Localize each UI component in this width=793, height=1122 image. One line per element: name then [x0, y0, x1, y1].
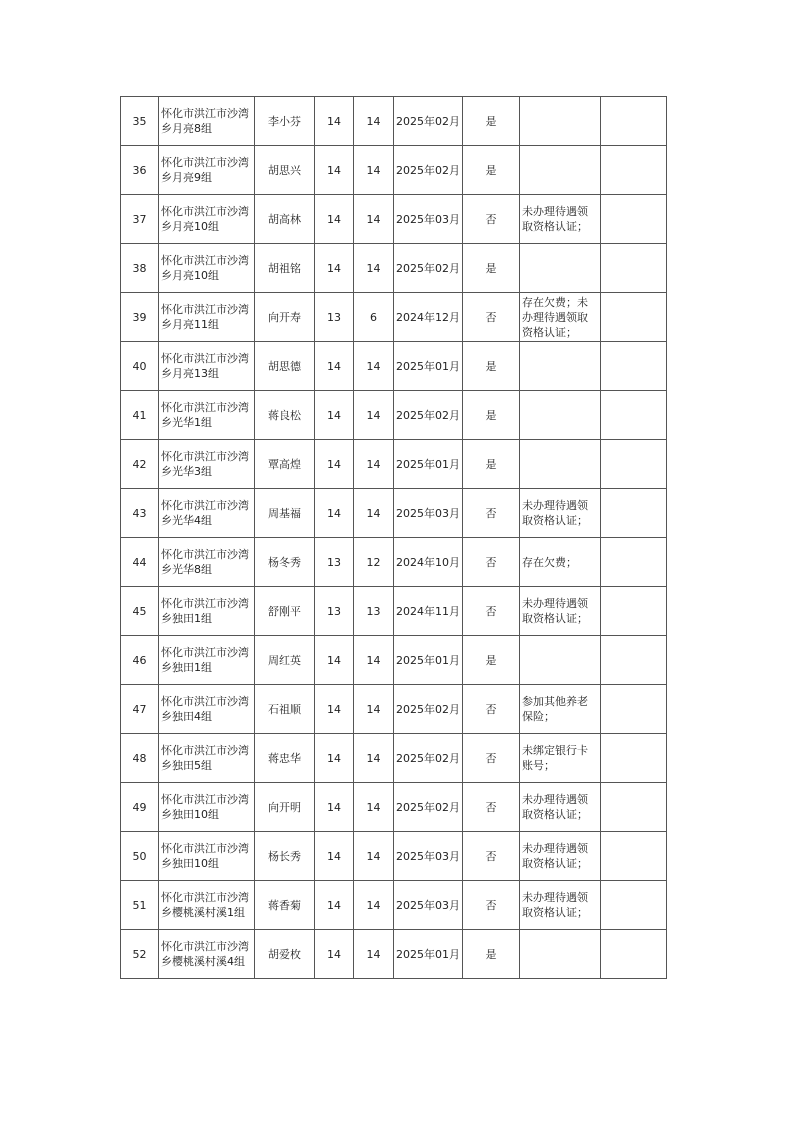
name-cell: 覃高煌 — [255, 440, 315, 489]
extra-cell — [601, 783, 667, 832]
extra-cell — [601, 881, 667, 930]
status-flag-cell: 是 — [463, 97, 520, 146]
date-cell: 2025年02月 — [394, 734, 463, 783]
name-cell: 杨冬秀 — [255, 538, 315, 587]
address-cell: 怀化市洪江市沙湾乡樱桃溪村溪4组 — [159, 930, 255, 979]
row-number: 46 — [121, 636, 159, 685]
count-a-cell: 14 — [315, 391, 354, 440]
table-row — [121, 293, 667, 342]
count-b-cell: 13 — [354, 587, 394, 636]
row-number: 49 — [121, 783, 159, 832]
count-a-cell: 14 — [315, 636, 354, 685]
extra-cell — [601, 832, 667, 881]
row-number: 43 — [121, 489, 159, 538]
count-a-cell: 14 — [315, 146, 354, 195]
row-number: 45 — [121, 587, 159, 636]
date-cell: 2025年02月 — [394, 97, 463, 146]
note-cell: 未办理待遇领取资格认证； — [520, 587, 601, 636]
name-cell: 杨长秀 — [255, 832, 315, 881]
count-a-cell: 14 — [315, 881, 354, 930]
address-cell: 怀化市洪江市沙湾乡月亮10组 — [159, 244, 255, 293]
count-b-cell: 14 — [354, 930, 394, 979]
count-b-cell: 14 — [354, 783, 394, 832]
table-row — [121, 97, 667, 146]
count-b-cell: 14 — [354, 146, 394, 195]
extra-cell — [601, 489, 667, 538]
table-row — [121, 391, 667, 440]
row-number: 37 — [121, 195, 159, 244]
extra-cell — [601, 293, 667, 342]
address-cell: 怀化市洪江市沙湾乡樱桃溪村溪1组 — [159, 881, 255, 930]
count-a-cell: 13 — [315, 538, 354, 587]
date-cell: 2025年01月 — [394, 342, 463, 391]
table-row — [121, 342, 667, 391]
note-cell — [520, 440, 601, 489]
extra-cell — [601, 636, 667, 685]
count-b-cell: 14 — [354, 636, 394, 685]
date-cell: 2024年11月 — [394, 587, 463, 636]
count-b-cell: 14 — [354, 881, 394, 930]
row-number: 36 — [121, 146, 159, 195]
note-cell — [520, 342, 601, 391]
status-flag-cell: 否 — [463, 587, 520, 636]
date-cell: 2025年03月 — [394, 881, 463, 930]
table-row — [121, 783, 667, 832]
note-cell: 未办理待遇领取资格认证； — [520, 195, 601, 244]
extra-cell — [601, 195, 667, 244]
row-number: 44 — [121, 538, 159, 587]
count-b-cell: 14 — [354, 195, 394, 244]
extra-cell — [601, 930, 667, 979]
count-b-cell: 6 — [354, 293, 394, 342]
extra-cell — [601, 244, 667, 293]
note-cell — [520, 244, 601, 293]
extra-cell — [601, 342, 667, 391]
count-b-cell: 14 — [354, 342, 394, 391]
table-row — [121, 930, 667, 979]
count-a-cell: 13 — [315, 587, 354, 636]
count-a-cell: 14 — [315, 195, 354, 244]
date-cell: 2025年03月 — [394, 832, 463, 881]
status-flag-cell: 是 — [463, 930, 520, 979]
row-number: 48 — [121, 734, 159, 783]
address-cell: 怀化市洪江市沙湾乡月亮11组 — [159, 293, 255, 342]
table-row — [121, 734, 667, 783]
name-cell: 蒋忠华 — [255, 734, 315, 783]
name-cell: 胡爱枚 — [255, 930, 315, 979]
note-cell — [520, 636, 601, 685]
date-cell: 2025年03月 — [394, 195, 463, 244]
address-cell: 怀化市洪江市沙湾乡月亮10组 — [159, 195, 255, 244]
extra-cell — [601, 97, 667, 146]
note-cell: 未办理待遇领取资格认证； — [520, 783, 601, 832]
date-cell: 2025年02月 — [394, 244, 463, 293]
row-number: 35 — [121, 97, 159, 146]
table-row — [121, 489, 667, 538]
address-cell: 怀化市洪江市沙湾乡独田5组 — [159, 734, 255, 783]
status-flag-cell: 否 — [463, 685, 520, 734]
row-number: 42 — [121, 440, 159, 489]
count-a-cell: 14 — [315, 685, 354, 734]
name-cell: 蒋良松 — [255, 391, 315, 440]
table-row — [121, 244, 667, 293]
count-a-cell: 14 — [315, 342, 354, 391]
count-a-cell: 14 — [315, 783, 354, 832]
table-row — [121, 195, 667, 244]
address-cell: 怀化市洪江市沙湾乡月亮8组 — [159, 97, 255, 146]
table-row — [121, 832, 667, 881]
status-flag-cell: 否 — [463, 195, 520, 244]
note-cell: 存在欠费； — [520, 538, 601, 587]
row-number: 41 — [121, 391, 159, 440]
table-row — [121, 685, 667, 734]
table-row — [121, 587, 667, 636]
status-flag-cell: 否 — [463, 489, 520, 538]
address-cell: 怀化市洪江市沙湾乡独田10组 — [159, 832, 255, 881]
table-row — [121, 538, 667, 587]
records-table — [120, 96, 667, 979]
extra-cell — [601, 685, 667, 734]
name-cell: 胡思兴 — [255, 146, 315, 195]
count-b-cell: 14 — [354, 685, 394, 734]
name-cell: 向开明 — [255, 783, 315, 832]
status-flag-cell: 是 — [463, 636, 520, 685]
count-b-cell: 14 — [354, 244, 394, 293]
count-b-cell: 14 — [354, 440, 394, 489]
note-cell — [520, 97, 601, 146]
extra-cell — [601, 734, 667, 783]
status-flag-cell: 否 — [463, 293, 520, 342]
table-row — [121, 440, 667, 489]
count-a-cell: 14 — [315, 930, 354, 979]
name-cell: 向开寿 — [255, 293, 315, 342]
row-number: 52 — [121, 930, 159, 979]
note-cell: 参加其他养老保险； — [520, 685, 601, 734]
count-a-cell: 14 — [315, 97, 354, 146]
note-cell — [520, 146, 601, 195]
note-cell: 未办理待遇领取资格认证； — [520, 832, 601, 881]
extra-cell — [601, 146, 667, 195]
table-row — [121, 881, 667, 930]
date-cell: 2024年10月 — [394, 538, 463, 587]
note-cell: 未绑定银行卡账号； — [520, 734, 601, 783]
date-cell: 2025年02月 — [394, 146, 463, 195]
row-number: 39 — [121, 293, 159, 342]
name-cell: 李小芬 — [255, 97, 315, 146]
count-a-cell: 13 — [315, 293, 354, 342]
count-a-cell: 14 — [315, 489, 354, 538]
note-cell: 未办理待遇领取资格认证； — [520, 881, 601, 930]
status-flag-cell: 是 — [463, 440, 520, 489]
count-b-cell: 14 — [354, 97, 394, 146]
row-number: 50 — [121, 832, 159, 881]
count-b-cell: 14 — [354, 832, 394, 881]
row-number: 38 — [121, 244, 159, 293]
date-cell: 2025年02月 — [394, 685, 463, 734]
name-cell: 蒋香菊 — [255, 881, 315, 930]
date-cell: 2024年12月 — [394, 293, 463, 342]
status-flag-cell: 否 — [463, 538, 520, 587]
address-cell: 怀化市洪江市沙湾乡光华4组 — [159, 489, 255, 538]
name-cell: 胡祖铭 — [255, 244, 315, 293]
address-cell: 怀化市洪江市沙湾乡独田1组 — [159, 587, 255, 636]
status-flag-cell: 否 — [463, 832, 520, 881]
status-flag-cell: 是 — [463, 244, 520, 293]
name-cell: 舒刚平 — [255, 587, 315, 636]
row-number: 40 — [121, 342, 159, 391]
name-cell: 胡思德 — [255, 342, 315, 391]
name-cell: 周基福 — [255, 489, 315, 538]
date-cell: 2025年02月 — [394, 783, 463, 832]
table-row — [121, 146, 667, 195]
count-b-cell: 14 — [354, 391, 394, 440]
extra-cell — [601, 391, 667, 440]
count-b-cell: 14 — [354, 734, 394, 783]
date-cell: 2025年01月 — [394, 440, 463, 489]
status-flag-cell: 否 — [463, 783, 520, 832]
name-cell: 胡高林 — [255, 195, 315, 244]
address-cell: 怀化市洪江市沙湾乡月亮13组 — [159, 342, 255, 391]
name-cell: 石祖顺 — [255, 685, 315, 734]
row-number: 51 — [121, 881, 159, 930]
count-a-cell: 14 — [315, 832, 354, 881]
address-cell: 怀化市洪江市沙湾乡独田1组 — [159, 636, 255, 685]
address-cell: 怀化市洪江市沙湾乡光华8组 — [159, 538, 255, 587]
address-cell: 怀化市洪江市沙湾乡光华1组 — [159, 391, 255, 440]
status-flag-cell: 否 — [463, 734, 520, 783]
extra-cell — [601, 538, 667, 587]
status-flag-cell: 是 — [463, 146, 520, 195]
address-cell: 怀化市洪江市沙湾乡独田10组 — [159, 783, 255, 832]
count-b-cell: 14 — [354, 489, 394, 538]
address-cell: 怀化市洪江市沙湾乡独田4组 — [159, 685, 255, 734]
status-flag-cell: 是 — [463, 391, 520, 440]
address-cell: 怀化市洪江市沙湾乡月亮9组 — [159, 146, 255, 195]
name-cell: 周红英 — [255, 636, 315, 685]
status-flag-cell: 是 — [463, 342, 520, 391]
row-number: 47 — [121, 685, 159, 734]
date-cell: 2025年03月 — [394, 489, 463, 538]
note-cell — [520, 391, 601, 440]
count-a-cell: 14 — [315, 734, 354, 783]
count-b-cell: 12 — [354, 538, 394, 587]
date-cell: 2025年01月 — [394, 930, 463, 979]
status-flag-cell: 否 — [463, 881, 520, 930]
count-a-cell: 14 — [315, 244, 354, 293]
date-cell: 2025年02月 — [394, 391, 463, 440]
extra-cell — [601, 587, 667, 636]
table-row — [121, 636, 667, 685]
note-cell: 存在欠费；未办理待遇领取资格认证； — [520, 293, 601, 342]
note-cell — [520, 930, 601, 979]
extra-cell — [601, 440, 667, 489]
date-cell: 2025年01月 — [394, 636, 463, 685]
address-cell: 怀化市洪江市沙湾乡光华3组 — [159, 440, 255, 489]
count-a-cell: 14 — [315, 440, 354, 489]
note-cell: 未办理待遇领取资格认证； — [520, 489, 601, 538]
